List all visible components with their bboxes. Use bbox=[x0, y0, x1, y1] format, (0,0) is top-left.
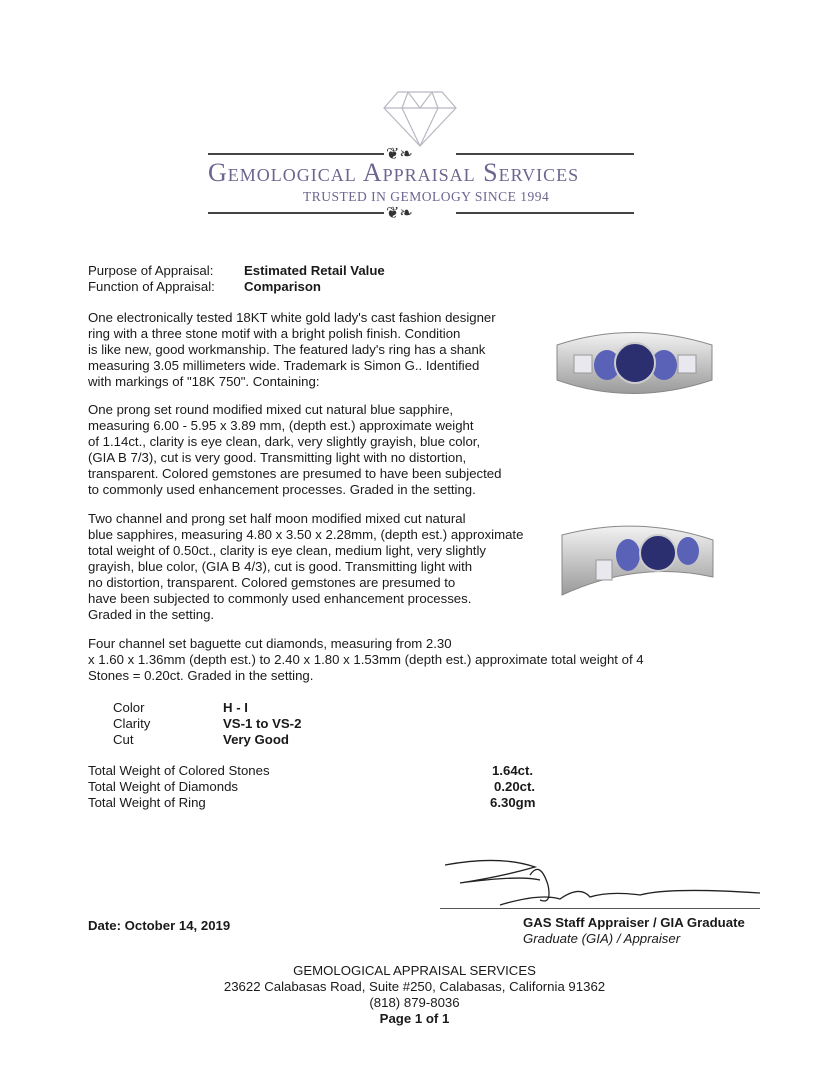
grade-label-clarity: Clarity bbox=[113, 716, 151, 731]
grade-value-cut: Very Good bbox=[223, 732, 289, 747]
text-line: measuring 3.05 millimeters wide. Trademark is Simon G.. Identified bbox=[88, 358, 480, 373]
logo-company-name: Gemological Appraisal Services bbox=[208, 158, 580, 187]
footer-address: 23622 Calabasas Road, Suite #250, Calabasas, California 91362 bbox=[223, 979, 606, 994]
text-line: Two channel and prong set half moon modified mixed cut natural bbox=[88, 511, 466, 526]
text-line: no distortion, transparent. Colored gemstones are presumed to bbox=[88, 575, 456, 590]
footer-phone: (818) 879-8036 bbox=[369, 995, 460, 1010]
divider bbox=[456, 212, 634, 214]
text-line: is like new, good workmanship. The featured lady's ring has a shank bbox=[88, 342, 486, 357]
divider bbox=[208, 212, 384, 214]
appraiser-subtitle: Graduate (GIA) / Appraiser bbox=[523, 931, 681, 946]
grade-value-color: H - I bbox=[223, 700, 248, 715]
text-line: to commonly used enhancement processes. Graded in the setting. bbox=[88, 482, 476, 497]
text-line: with markings of "18K 750". Containing: bbox=[88, 374, 320, 389]
page-number: Page 1 of 1 bbox=[379, 1011, 450, 1026]
text-line: measuring 6.00 - 5.95 x 3.89 mm, (depth est.) approximate weight bbox=[88, 418, 474, 433]
grade-value-clarity: VS-1 to VS-2 bbox=[223, 716, 302, 731]
text-line: (GIA B 7/3), cut is very good. Transmitting light with no distortion, bbox=[88, 450, 467, 465]
text-line: transparent. Colored gemstones are presumed to have been subjected bbox=[88, 466, 502, 481]
description-paragraph bbox=[88, 310, 496, 390]
text-line: blue sapphires, measuring 4.80 x 3.50 x 2.28mm, (depth est.) approximate bbox=[88, 527, 524, 542]
ring-photo-side bbox=[558, 515, 718, 610]
text-line: One electronically tested 18KT white gold lady's cast fashion designer bbox=[88, 310, 496, 325]
text-line: x 1.60 x 1.36mm (depth est.) to 2.40 x 1.80 x 1.53mm (depth est.) approximate total weight of 4 bbox=[88, 652, 644, 667]
center-stone-paragraph bbox=[88, 402, 501, 498]
total-label-diamonds: Total Weight of Diamonds bbox=[88, 779, 239, 794]
logo-tagline: TRUSTED IN GEMOLOGY SINCE 1994 bbox=[303, 189, 550, 204]
diamonds-paragraph bbox=[88, 636, 644, 684]
text-line: grayish, blue color, (GIA B 4/3), cut is good. Transmitting light with bbox=[88, 559, 473, 574]
text-line: have been subjected to commonly used enhancement processes. bbox=[88, 591, 472, 606]
divider bbox=[456, 153, 634, 155]
total-value-colored: 1.64ct. bbox=[492, 763, 534, 778]
purpose-label: Purpose of Appraisal: bbox=[88, 263, 214, 278]
total-value-diamonds: 0.20ct. bbox=[494, 779, 536, 794]
text-line: Stones = 0.20ct. Graded in the setting. bbox=[88, 668, 314, 683]
ornament-icon: ❦❧ bbox=[386, 146, 413, 163]
ring-photo-top bbox=[552, 315, 717, 410]
footer bbox=[0, 963, 829, 1027]
total-value-ring: 6.30gm bbox=[490, 795, 536, 810]
grade-label-cut: Cut bbox=[113, 732, 134, 747]
purpose-value: Estimated Retail Value bbox=[244, 263, 385, 278]
signature-line bbox=[440, 908, 760, 909]
total-label-ring: Total Weight of Ring bbox=[88, 795, 206, 810]
divider bbox=[208, 153, 384, 155]
function-value: Comparison bbox=[244, 279, 321, 294]
appraiser-title: GAS Staff Appraiser / GIA Graduate bbox=[523, 915, 745, 930]
ornament-icon: ❦❧ bbox=[386, 205, 413, 222]
text-line: of 1.14ct., clarity is eye clean, dark, very slightly grayish, blue color, bbox=[88, 434, 481, 449]
text-line: total weight of 0.50ct., clarity is eye clean, medium light, very slightly bbox=[88, 543, 486, 558]
grade-label-color: Color bbox=[113, 700, 145, 715]
handwritten-signature bbox=[440, 855, 770, 915]
appraisal-date: Date: October 14, 2019 bbox=[88, 918, 231, 933]
text-line: Four channel set baguette cut diamonds, measuring from 2.30 bbox=[88, 636, 452, 651]
side-stones-paragraph bbox=[88, 511, 523, 623]
text-line: One prong set round modified mixed cut natural blue sapphire, bbox=[88, 402, 454, 417]
diamond-logo-icon bbox=[380, 88, 460, 150]
text-line: Graded in the setting. bbox=[88, 607, 215, 622]
footer-company: GEMOLOGICAL APPRAISAL SERVICES bbox=[293, 963, 536, 978]
function-label: Function of Appraisal: bbox=[88, 279, 215, 294]
text-line: ring with a three stone motif with a bright polish finish. Condition bbox=[88, 326, 461, 341]
total-label-colored: Total Weight of Colored Stones bbox=[88, 763, 270, 778]
